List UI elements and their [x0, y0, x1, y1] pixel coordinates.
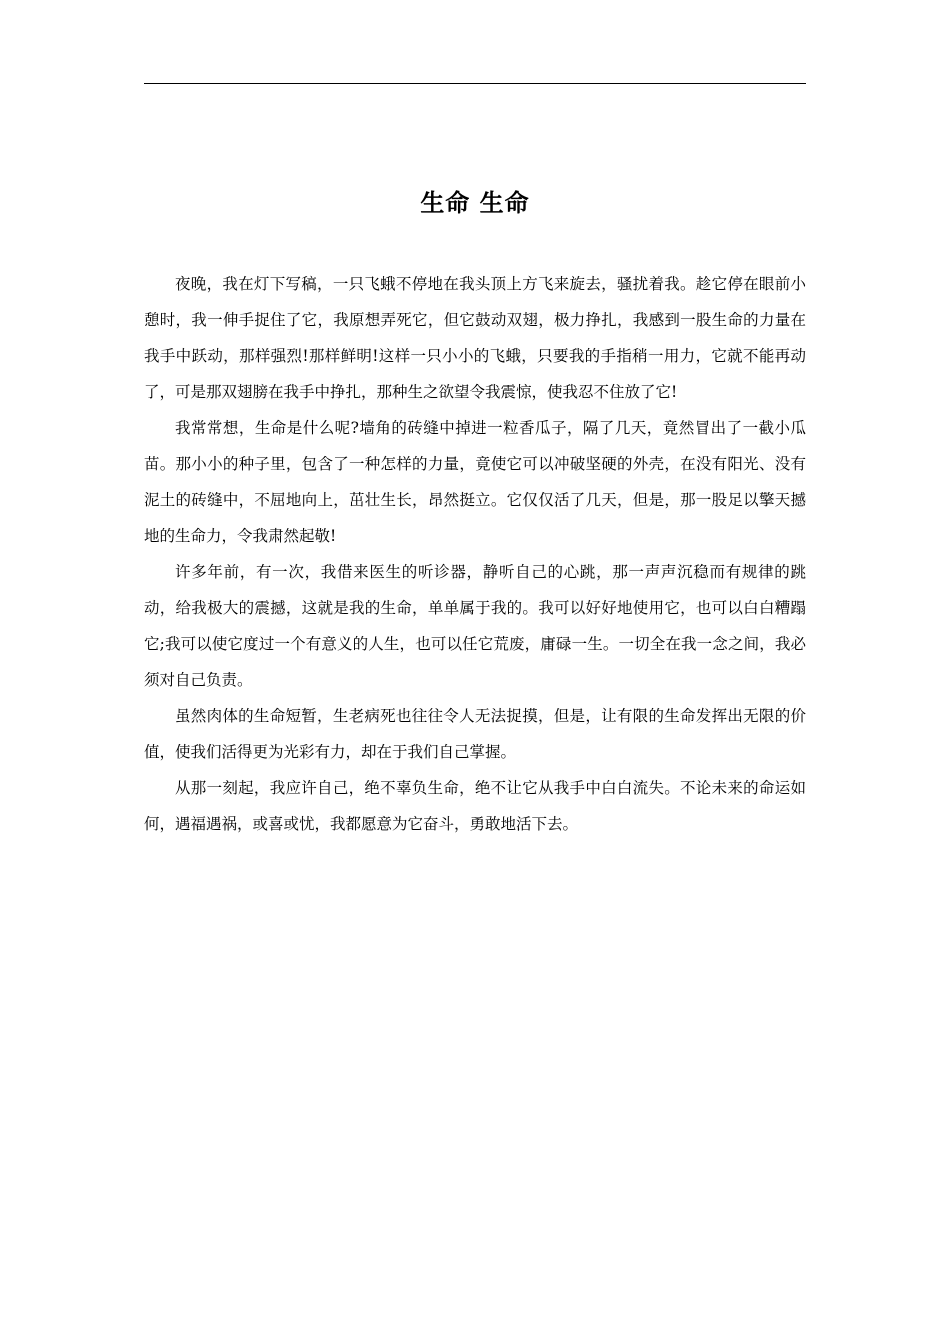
paragraph-3: 许多年前，有一次，我借来医生的听诊器，静听自己的心跳，那一声声沉稳而有规律的跳动，给我极大的震撼，这就是我的生命，单单属于我的。我可以好好地使用它，也可以白白糟蹋它;我可以使它度过一个有意义的人生，也可以任它荒废，庸碌一生。一切全在我一念之间，我必须对自己负责。 [144, 563, 806, 689]
article-body [144, 266, 806, 842]
paragraph-1: 夜晚，我在灯下写稿，一只飞蛾不停地在我头顶上方飞来旋去，骚扰着我。趁它停在眼前小憩时，我一伸手捉住了它，我原想弄死它，但它鼓动双翅，极力挣扎，我感到一股生命的力量在我手中跃动，那样强烈!那样鲜明!这样一只小小的飞蛾，只要我的手指稍一用力，它就不能再动了，可是那双翅膀在我手中挣扎，那种生之欲望令我震惊，使我忍不住放了它! [144, 275, 806, 401]
paragraph-5: 从那一刻起，我应许自己，绝不辜负生命，绝不让它从我手中白白流失。不论未来的命运如何，遇福遇祸，或喜或忧，我都愿意为它奋斗，勇敢地活下去。 [144, 779, 806, 833]
page-title: 生命 生命 [420, 189, 530, 217]
paragraph-2: 我常常想，生命是什么呢?墙角的砖缝中掉进一粒香瓜子，隔了几天，竟然冒出了一截小瓜苗。那小小的种子里，包含了一种怎样的力量，竟使它可以冲破坚硬的外壳，在没有阳光、没有泥土的砖缝中，不屈地向上，茁壮生长，昂然挺立。它仅仅活了几天，但是，那一股足以擎天撼地的生命力，令我肃然起敬! [144, 419, 806, 545]
header-rule [144, 83, 806, 84]
paragraph-4: 虽然肉体的生命短暂，生老病死也往往令人无法捉摸，但是，让有限的生命发挥出无限的价值，使我们活得更为光彩有力，却在于我们自己掌握。 [144, 707, 806, 761]
